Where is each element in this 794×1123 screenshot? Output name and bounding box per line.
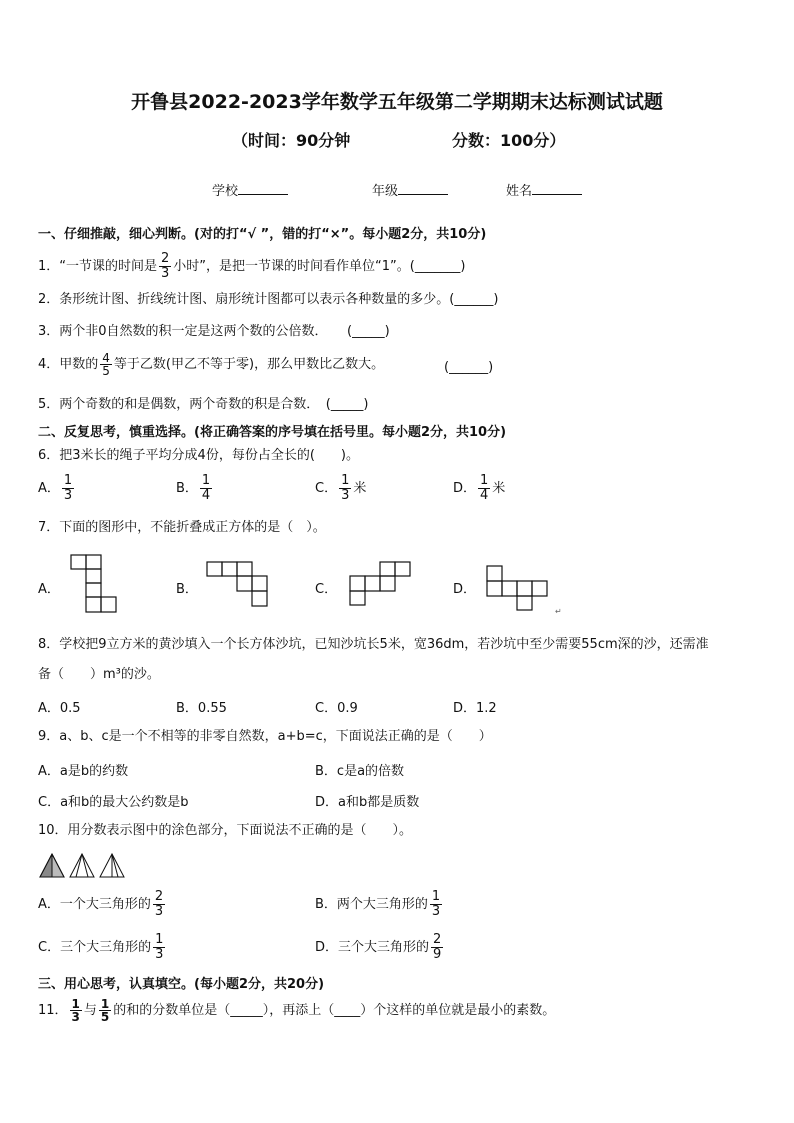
q9-option-c: C．a和b的最大公约数是b	[38, 795, 189, 810]
cube-net-b-figure	[205, 560, 271, 610]
q8-option-b: B．0.55	[176, 701, 227, 716]
question-7-stem: 7．下面的图形中，不能折叠成正方体的是（ ）。	[38, 520, 326, 535]
section-1-heading: 一、仔细推敲，细心判断。(对的打“√ ”，错的打“×”。每小题2分，共10分)	[38, 227, 487, 242]
q6-option-d: D． $\frac{1}{4}$ 米	[453, 473, 506, 503]
q9-option-d: D．a和b都是质数	[315, 795, 420, 810]
q7-option-c-label: C．	[315, 582, 338, 597]
school-field[interactable]	[212, 180, 288, 199]
section-3-heading: 三、用心思考，认真填空。(每小题2分，共20分)	[38, 977, 325, 992]
question-11: 11． $\frac{1}{3}$ 与 $\frac{1}{5}$ 的和的分数单位是（_____），再添上（____）个这样的单位就是最小的素数。	[38, 997, 556, 1024]
q6-option-a: A． $\frac{1}{3}$	[38, 473, 73, 503]
question-4: 4．甲数的 $\frac{4}{5}$ 等于乙数(甲乙不等于零)，那么甲数比乙数大。	[38, 351, 385, 378]
question-3: 3．两个非0自然数的积一定是这两个数的公倍数． (_____)	[38, 324, 390, 339]
question-9-stem: 9．a、b、c是一个不相等的非零自然数，a+b=c，下面说法正确的是（ ）	[38, 729, 492, 744]
page-title: 开鲁县2022-2023学年数学五年级第二学期期末达标测试试题	[131, 91, 663, 113]
school-label: 学校	[212, 184, 239, 199]
q7-option-b-label: B．	[176, 582, 198, 597]
fraction: $\frac{4}{5}$	[102, 351, 110, 378]
q6-option-c: C． $\frac{1}{3}$ 米	[315, 473, 367, 503]
question-5: 5．两个奇数的和是偶数，两个奇数的积是合数． (_____)	[38, 397, 369, 412]
question-8-line-2: 备（ ）m³的沙。	[38, 667, 160, 682]
question-1: 1．“一节课的时间是 $\frac{2}{3}$ 小时”，是把一节课的时间看作单位“1”。(_______)	[38, 251, 466, 281]
q7-option-a-label: A．	[38, 582, 60, 597]
q10-option-b: B．两个大三角形的 $\frac{1}{3}$	[315, 889, 441, 919]
question-10-stem: 10．用分数表示图中的涂色部分，下面说法不正确的是（ ）。	[38, 823, 413, 838]
q6-option-b: B． $\frac{1}{4}$	[176, 473, 211, 503]
exam-time: （时间：90分钟	[232, 131, 351, 150]
grade-label: 年级	[372, 184, 399, 199]
q9-option-b: B．c是a的倍数	[315, 764, 405, 779]
q10-option-a: A．一个大三角形的 $\frac{2}{3}$	[38, 889, 164, 919]
cube-net-c-figure	[347, 560, 413, 610]
exam-score: 分数：100分）	[452, 131, 566, 150]
section-2-heading: 二、反复思考，慎重选择。(将正确答案的序号填在括号里。每小题2分，共10分)	[38, 425, 507, 440]
cube-net-d-figure	[485, 564, 565, 616]
q8-option-a: A．0.5	[38, 701, 81, 716]
q8-option-c: C．0.9	[315, 701, 358, 716]
q7-option-d-label: D．	[453, 582, 477, 597]
name-label: 姓名	[506, 184, 533, 199]
grade-field[interactable]	[372, 180, 448, 199]
cube-net-a-figure	[70, 553, 120, 617]
fraction: $\frac{2}{3}$	[161, 251, 170, 281]
svg-text:↵: ↵	[555, 607, 562, 616]
triangles-figure	[38, 852, 130, 880]
q9-option-a: A．a是b的约数	[38, 764, 129, 779]
name-field[interactable]	[506, 180, 582, 199]
question-4-blank: (______)	[444, 360, 494, 375]
question-6-stem: 6．把3米长的绳子平均分成4份，每份占全长的( )。	[38, 448, 359, 463]
q10-option-d: D．三个大三角形的 $\frac{2}{9}$	[315, 932, 442, 962]
q10-option-c: C．三个大三角形的 $\frac{1}{3}$	[38, 932, 164, 962]
question-2: 2．条形统计图、折线统计图、扇形统计图都可以表示各种数量的多少。(______)	[38, 292, 499, 307]
q8-option-d: D．1.2	[453, 701, 497, 716]
question-8-line-1: 8．学校把9立方米的黄沙填入一个长方体沙坑，已知沙坑长5米，宽36dm，若沙坑中至少需要55cm深的沙，还需准	[38, 637, 709, 652]
